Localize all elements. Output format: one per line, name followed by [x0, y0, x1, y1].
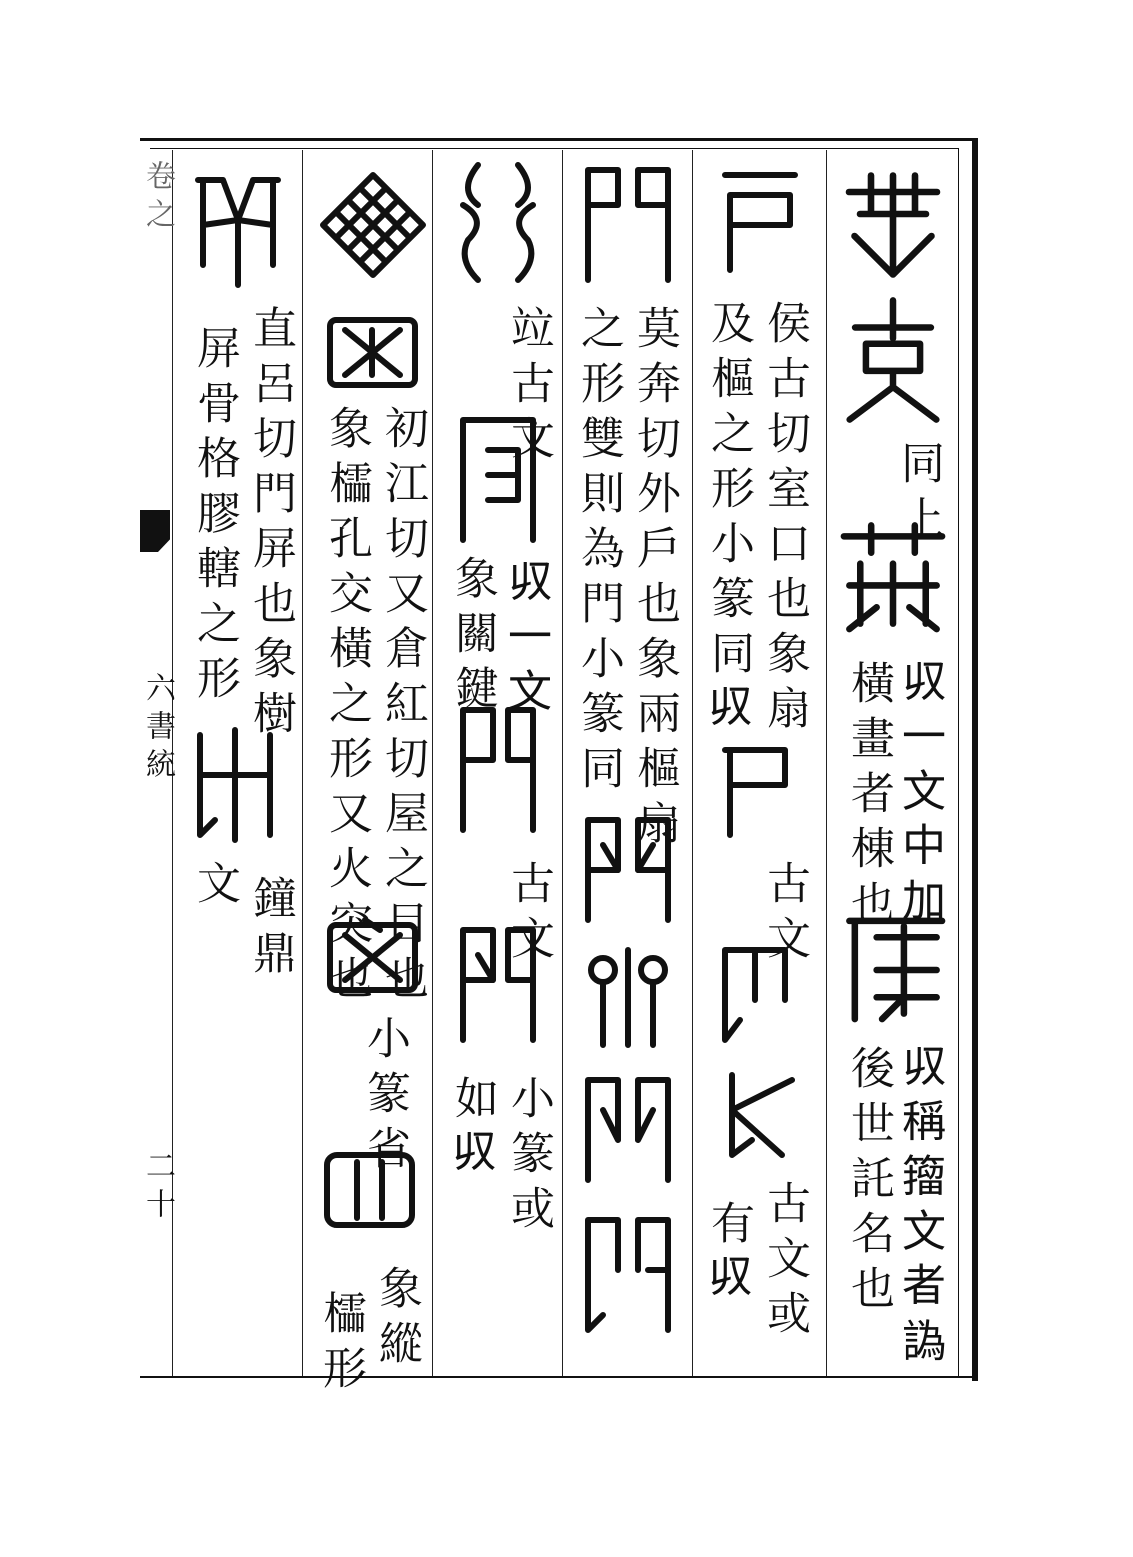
- column-5-line-4: 象縱: [371, 1265, 422, 1375]
- column-4-line-2: 𠬞一文: [503, 560, 554, 725]
- margin-page-number: 二十: [140, 1150, 175, 1226]
- column-6-line-1: 直呂切門屏也象樹: [245, 305, 296, 745]
- seal-glyph-hu: [715, 165, 805, 275]
- column-3-line-2: 之形雙則為門小篆同: [573, 305, 624, 800]
- column-6-line-3-label: 文: [189, 860, 240, 915]
- seal-glyph-guan-2: [448, 700, 548, 840]
- seal-glyph-chuang-window: [325, 315, 420, 390]
- column-1-line-2: 橫畫者棟也: [843, 660, 894, 935]
- column-3-line-1: 莫奔切外戶也象兩樞扇: [629, 305, 680, 855]
- column-rule: [302, 150, 303, 1376]
- seal-glyph-1: [838, 170, 948, 280]
- seal-glyph-zhu-2: [190, 725, 280, 845]
- column-rule: [692, 150, 693, 1376]
- column-2-line-5: 有𠬞: [703, 1200, 754, 1310]
- column-5-line-2: 象櫺孔交橫之形又火突也: [321, 405, 372, 1010]
- seal-glyph-men-5: [578, 1210, 678, 1340]
- column-4-line-4: 古文: [503, 860, 554, 970]
- column-6-line-2: 屏骨格膠轄之形: [189, 325, 240, 710]
- column-rule: [432, 150, 433, 1376]
- seal-glyph-chuang-vertical: [322, 1150, 417, 1230]
- column-4-line-1: 竝古文: [503, 305, 554, 470]
- seal-glyph-men-3: [578, 945, 678, 1055]
- seal-glyph-3: [838, 520, 948, 640]
- seal-glyph-guan: [448, 410, 548, 550]
- column-4-line-3: 象關鍵: [447, 555, 498, 720]
- column-4-line-6: 如𠬞: [447, 1075, 498, 1185]
- seal-glyph-hu-ancient: [715, 740, 795, 840]
- column-1-line-3: 𠬞稱籀文者譌: [897, 1045, 948, 1375]
- column-2-line-2: 及樞之形小篆同𠬞: [703, 300, 754, 740]
- column-rule: [826, 150, 827, 1376]
- seal-glyph-zhu: [188, 165, 288, 295]
- column-rule: [562, 150, 563, 1376]
- column-5-line-5: 櫺形: [315, 1290, 366, 1400]
- column-1-top-note: 同上: [893, 440, 944, 550]
- column-5-line-3: 小篆省: [359, 1015, 410, 1180]
- margin-faded-title: 卷之: [140, 160, 175, 236]
- seal-glyph-2: [838, 295, 948, 425]
- column-6-line-3: 鐘鼎: [245, 875, 296, 985]
- bottom-rule: [140, 1376, 978, 1378]
- seal-glyph-chuang-lattice: [318, 170, 428, 280]
- column-2-line-1: 侯古切室口也象扇: [759, 300, 810, 740]
- seal-glyph-pi: [448, 160, 548, 290]
- margin-book-title: 六書統: [140, 672, 175, 786]
- column-5-line-1: 初江切又倉紅切屋之目也: [377, 405, 428, 1010]
- seal-glyph-chuang-small: [325, 915, 420, 995]
- column-4-line-5: 小篆或: [503, 1075, 554, 1240]
- column-2-line-4: 古文或: [759, 1180, 810, 1345]
- seal-glyph-4: [838, 910, 948, 1030]
- seal-glyph-hu-3: [712, 1070, 802, 1160]
- seal-glyph-guan-3: [448, 920, 548, 1050]
- seal-glyph-men-4: [578, 1070, 678, 1190]
- seal-glyph-men-2: [578, 810, 678, 930]
- seal-glyph-men: [578, 160, 678, 290]
- column-1-line-1: 𠬞一文中加: [897, 660, 948, 935]
- column-1-line-4: 後世託名也: [843, 1045, 894, 1320]
- seal-glyph-hu-2: [715, 940, 795, 1050]
- column-2-line-3: 古文: [759, 860, 810, 970]
